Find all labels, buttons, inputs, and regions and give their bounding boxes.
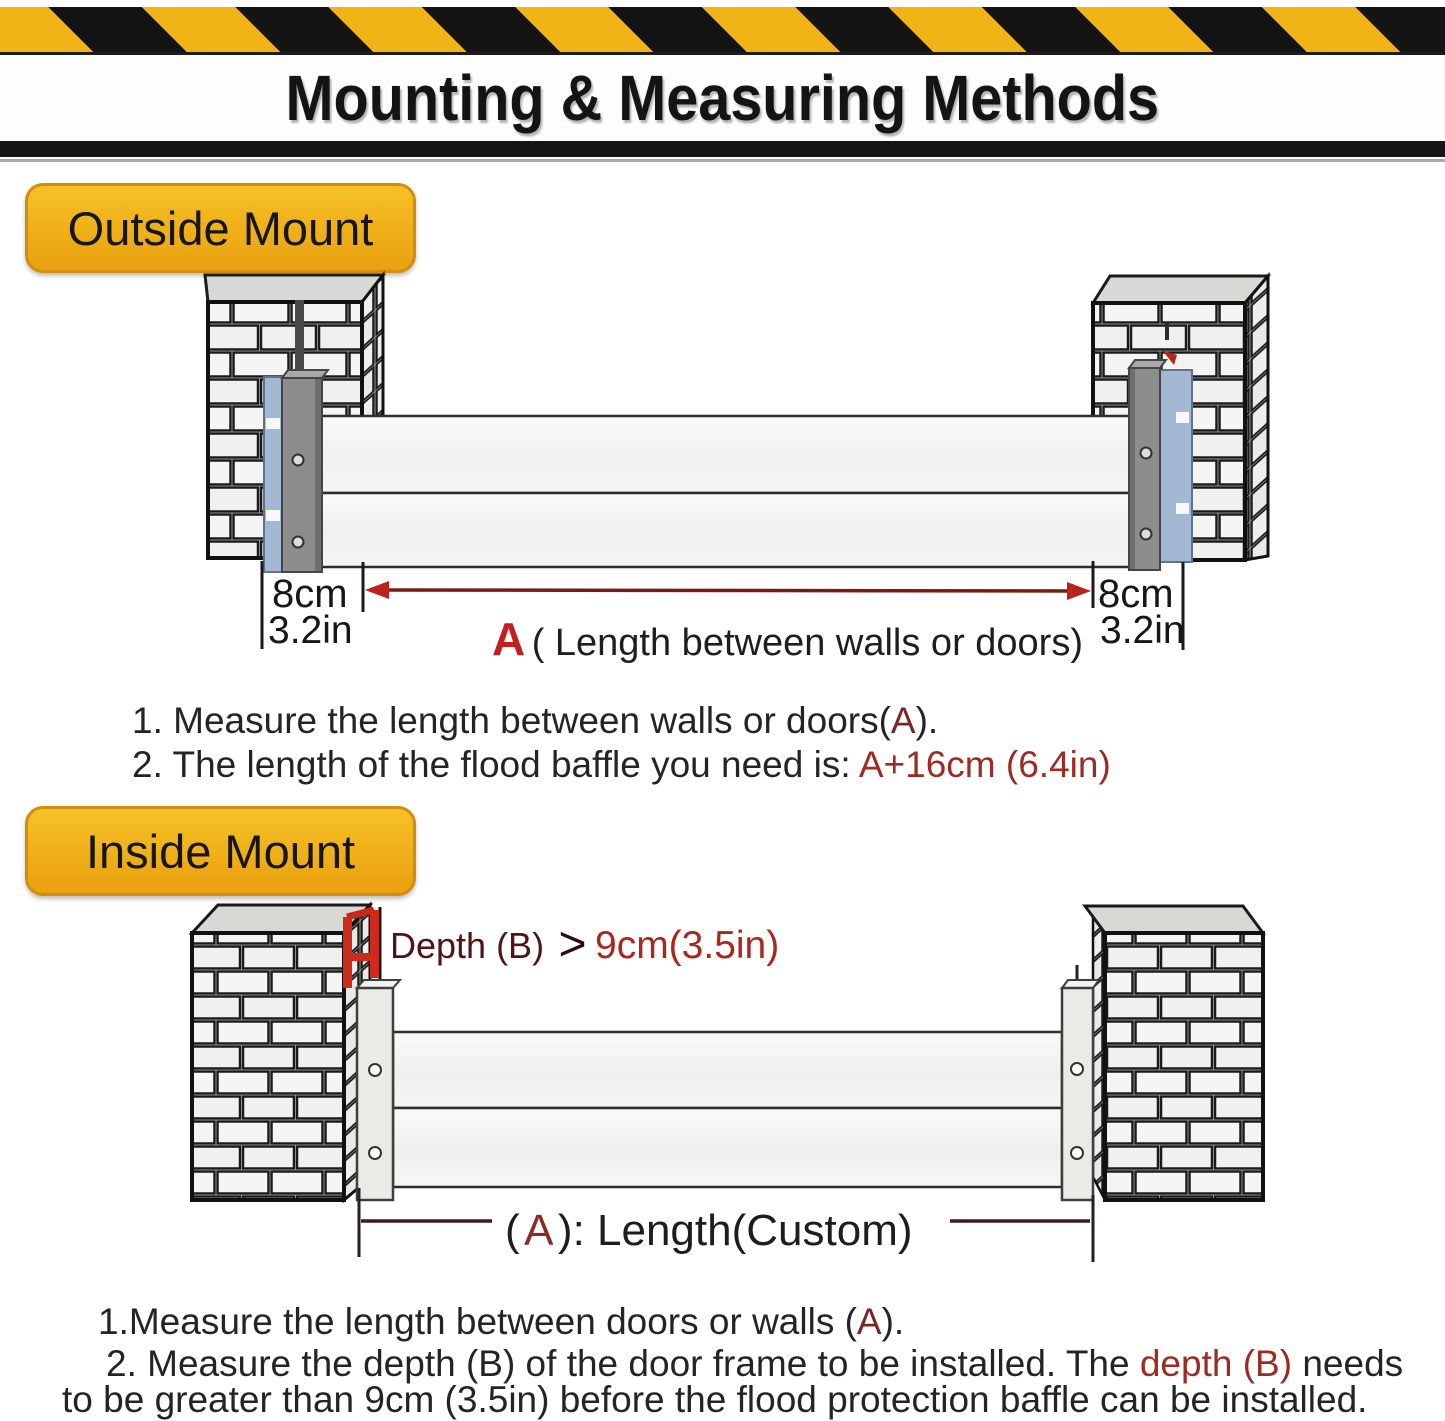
channel-bracket-left <box>357 980 400 1200</box>
offset-cm-label: 8cm <box>1098 572 1174 616</box>
banner-top-edge <box>0 0 1445 7</box>
brick-pillar-right <box>1085 906 1263 1200</box>
arrowhead-right-icon <box>1067 582 1091 600</box>
length-between-walls-label: A ( Length between walls or doors) <box>492 613 1083 665</box>
title-divider-bar <box>0 141 1445 157</box>
custom-length-label: ( A ): Length(Custom) <box>505 1206 913 1255</box>
inside-note-2-continued: to be greater than 9cm (3.5in) before the flood protection baffle can be installed. <box>62 1379 1368 1420</box>
inside-mount-diagram <box>0 895 1445 1280</box>
pillar-side-face <box>1245 276 1268 560</box>
screw <box>1141 529 1152 540</box>
offset-in-label: 3.2in <box>268 609 353 652</box>
screw <box>293 455 304 466</box>
pillar-front-face <box>192 933 344 1200</box>
seal-strip-left <box>264 377 283 572</box>
length-arrow <box>365 581 1091 600</box>
inside-note-2: 2. Measure the depth (B) of the door frame to be installed. The depth (B) needs <box>106 1343 1404 1384</box>
screw <box>293 537 304 548</box>
custom-length-measurement <box>359 1188 1093 1262</box>
screw <box>369 1064 381 1076</box>
width-measurement-right <box>1093 561 1185 652</box>
pillar-top-face <box>205 275 383 302</box>
outside-mount-badge: Outside Mount <box>25 183 416 273</box>
outside-note-2: 2. The length of the flood baffle you need is: A+16cm (6.4in) <box>132 744 1111 785</box>
depth-label: Depth (B) > 9cm(3.5in) <box>390 918 780 971</box>
screw <box>369 1147 381 1159</box>
inside-note-1: 1.Measure the length between doors or walls (A). <box>98 1301 905 1342</box>
screw <box>1071 1147 1083 1159</box>
channel-bracket-left <box>282 370 328 572</box>
width-measurement-left <box>262 561 363 652</box>
pillar-front-face <box>1105 933 1263 1200</box>
title-divider-shadow <box>0 159 1445 162</box>
anchor-rod <box>295 300 304 378</box>
title-bar <box>0 55 1445 141</box>
inside-mount-badge: Inside Mount <box>25 806 416 896</box>
outside-mount-diagram <box>0 270 1445 690</box>
outside-note-1: 1. Measure the length between walls or doors(A). <box>132 700 939 741</box>
flood-baffle-boards <box>393 1032 1062 1187</box>
pillar-top-face <box>1085 906 1263 933</box>
page-title: Mounting & Measuring Methods <box>285 62 1160 134</box>
screw <box>1071 1063 1083 1075</box>
offset-cm-label: 8cm <box>272 572 348 616</box>
hazard-stripe-banner <box>0 0 1445 55</box>
channel-bracket-right <box>1062 965 1099 1200</box>
offset-in-label: 3.2in <box>1100 609 1185 652</box>
arrowhead-left-icon <box>365 581 389 599</box>
flood-baffle-boards <box>313 416 1145 567</box>
pillar-top-face <box>1093 276 1268 303</box>
screw <box>1141 448 1152 459</box>
seal-strip-right <box>1160 370 1192 562</box>
